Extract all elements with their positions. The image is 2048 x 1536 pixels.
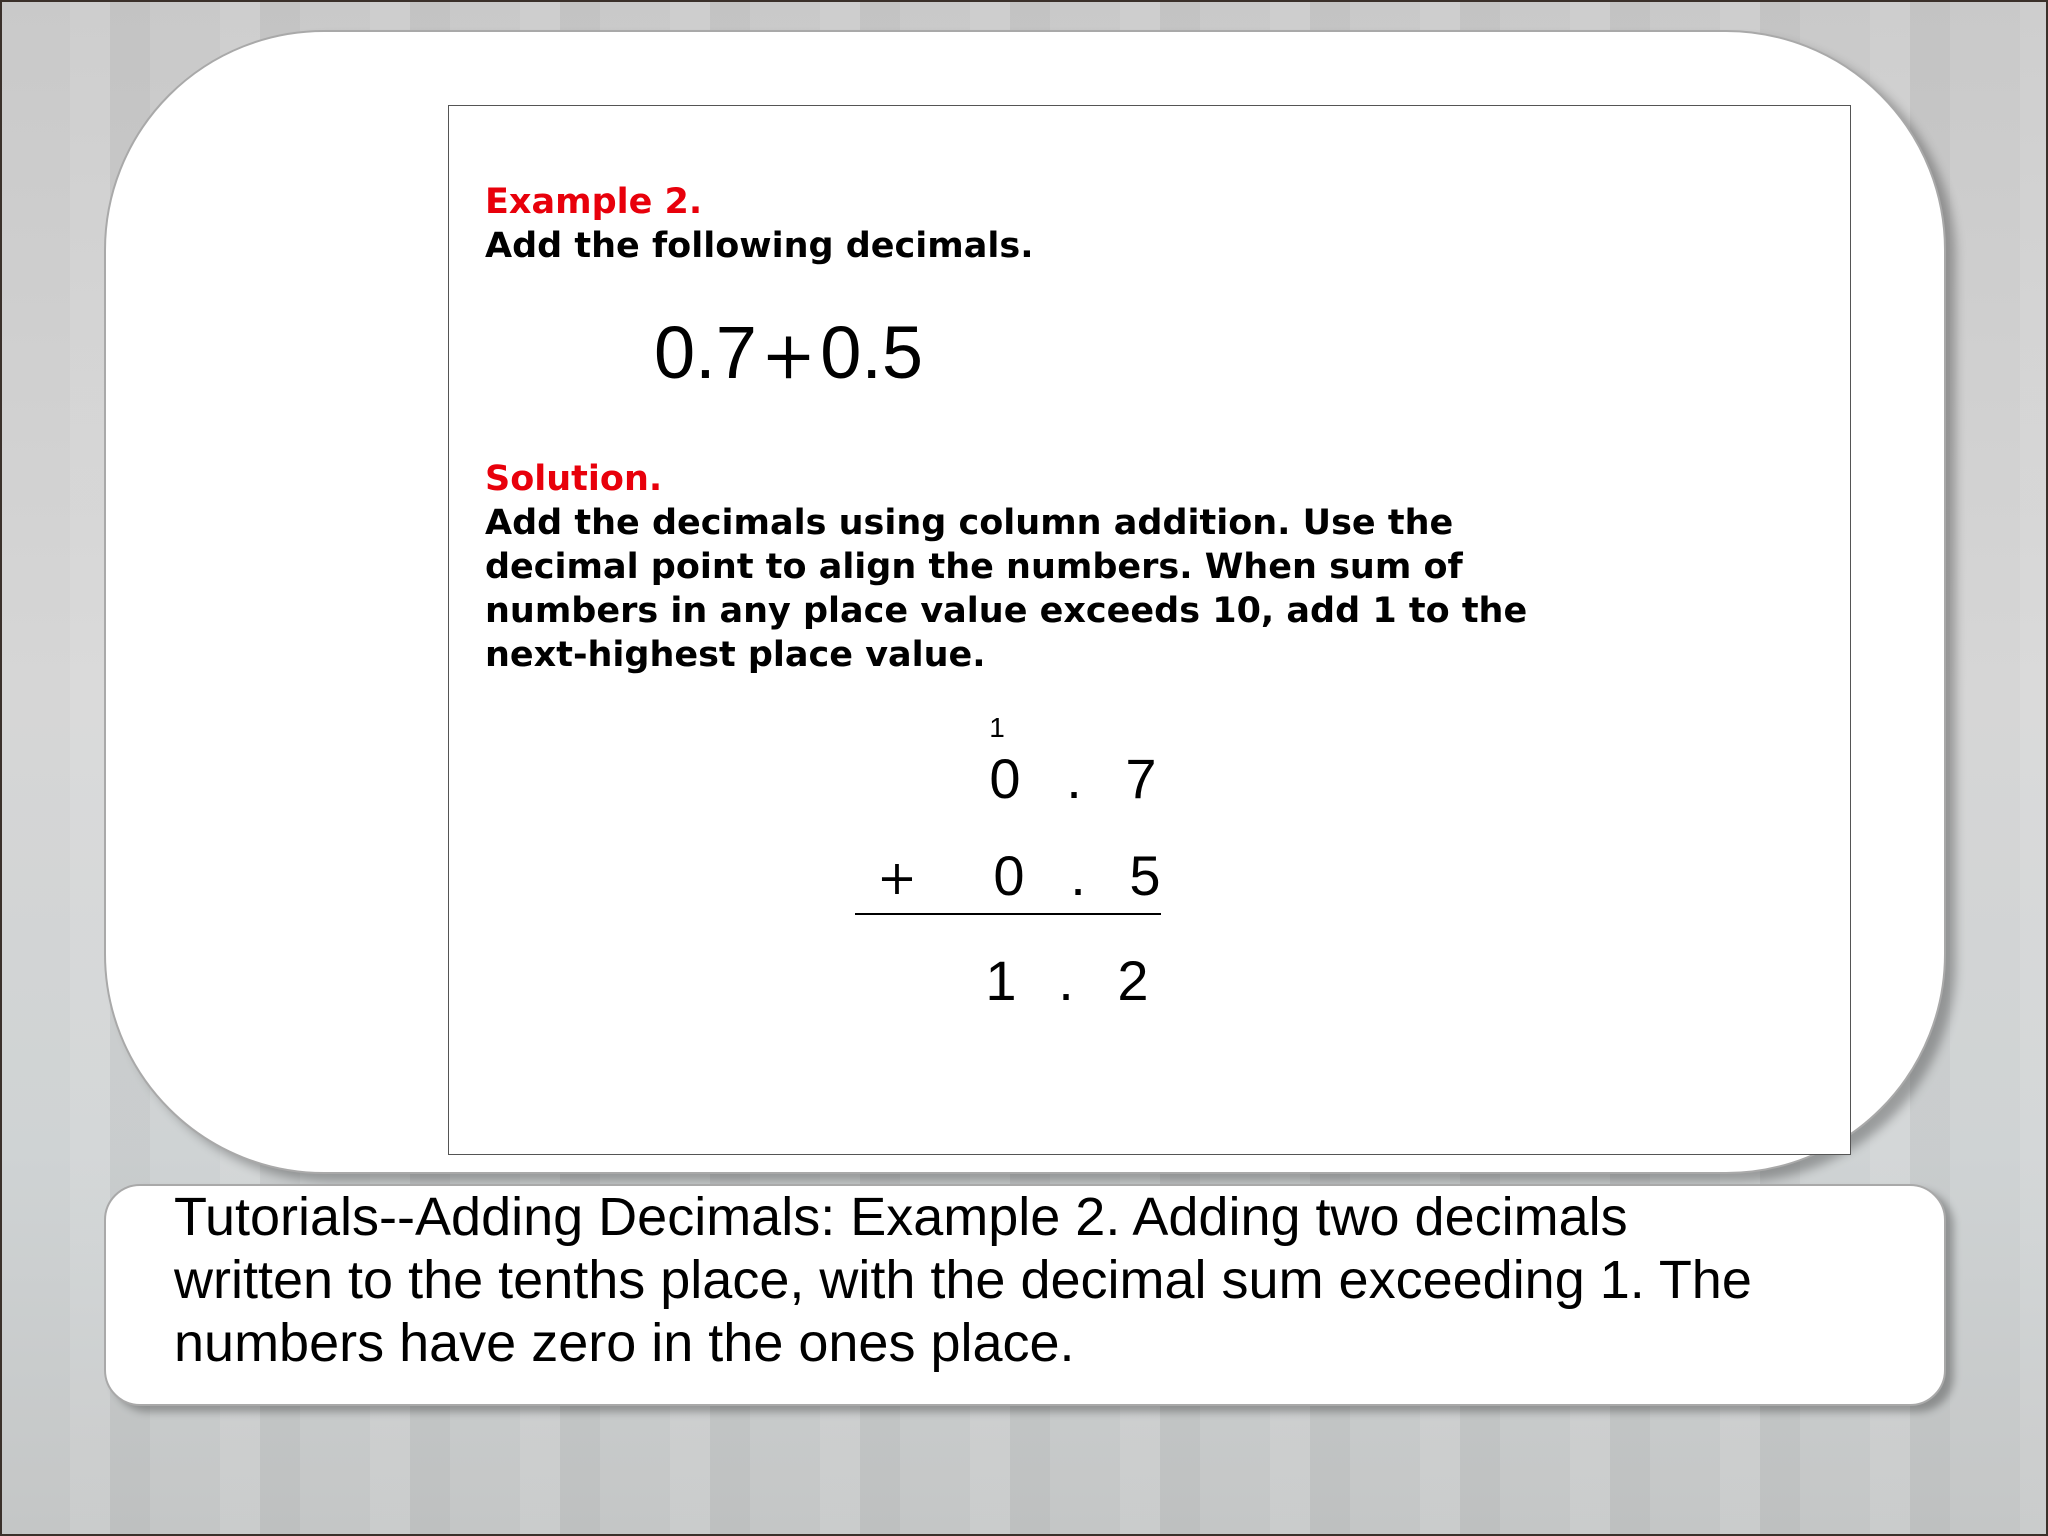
bottom-ones-digit: 0 — [993, 844, 1025, 907]
caption-text — [174, 1186, 1934, 1375]
solution-text-line: decimal point to align the numbers. When sum of — [485, 547, 1463, 587]
example-prompt: Add the following decimals. — [485, 226, 1034, 266]
slide-content — [448, 105, 1851, 1155]
result-tenths-digit: 2 — [1117, 949, 1149, 1012]
math-expression — [654, 311, 923, 398]
result-ones-digit: 1 — [985, 949, 1017, 1012]
plus-sign: + — [876, 850, 918, 906]
caption-line: written to the tenths place, with the decimal sum exceeding 1. The — [174, 1250, 1752, 1310]
top-tenths-digit: 7 — [1125, 747, 1157, 810]
expression-left-operand: 0.7 — [654, 311, 757, 394]
bottom-tenths-digit: 5 — [1129, 844, 1161, 907]
top-decimal-point: . — [1066, 747, 1082, 810]
expression-operator: + — [760, 317, 817, 394]
caption-line: Tutorials--Adding Decimals: Example 2. Adding two decimals — [174, 1187, 1628, 1247]
solution-text-line: Add the decimals using column addition. Use the — [485, 503, 1454, 543]
bottom-decimal-point: . — [1070, 844, 1086, 907]
carry-digit: 1 — [989, 712, 1005, 743]
slide-panel — [104, 30, 1946, 1174]
solution-text-line: next-highest place value. — [485, 635, 986, 675]
sum-line — [855, 913, 1161, 915]
caption-panel — [104, 1184, 1946, 1406]
example-heading: Example 2. — [485, 182, 703, 222]
solution-heading: Solution. — [485, 459, 663, 499]
result-decimal-point: . — [1058, 949, 1074, 1012]
caption-line: numbers have zero in the ones place. — [174, 1313, 1075, 1373]
solution-text-line: numbers in any place value exceeds 10, add 1 to the — [485, 591, 1528, 631]
expression-right-operand: 0.5 — [820, 311, 924, 394]
top-ones-digit: 0 — [989, 747, 1021, 810]
